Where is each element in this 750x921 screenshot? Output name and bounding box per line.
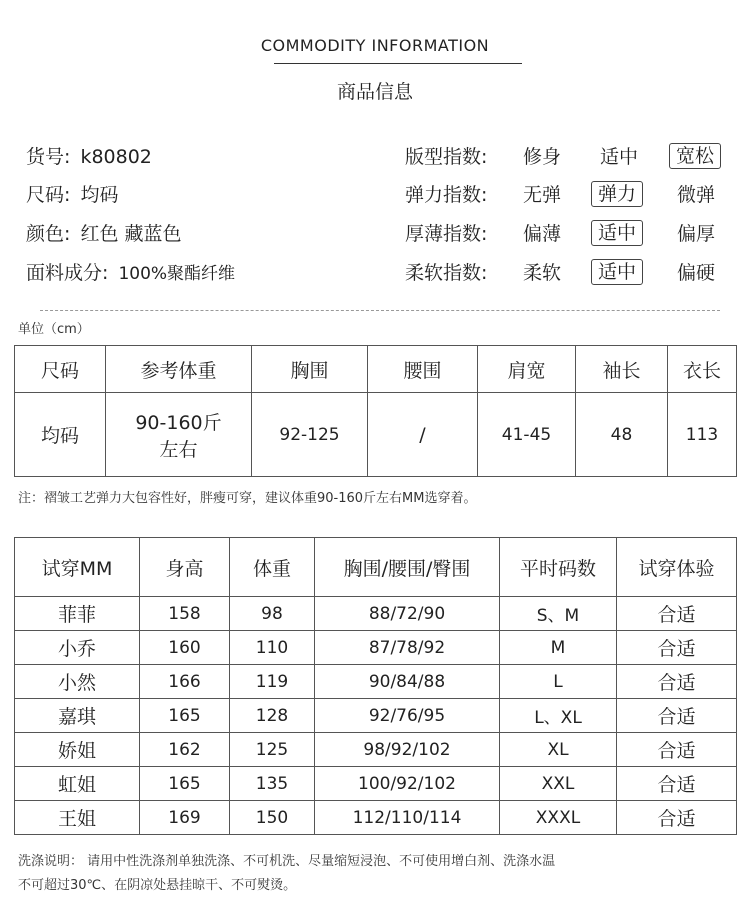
size-note: 注：褶皱工艺弹力大包容性好，胖瘦可穿，建议体重90-160斤左右MM选穿着。	[18, 491, 477, 506]
model-name-cell: 虹姐	[15, 767, 140, 801]
color-spec-value: 红色 藏蓝色	[80, 223, 182, 245]
fabric-spec	[26, 260, 235, 287]
size-table-header	[15, 346, 737, 393]
fit-option-regular: 适中	[600, 146, 639, 168]
model-table-row	[15, 801, 737, 835]
elastic-index-label: 弹力指数:	[405, 184, 488, 206]
model-table-row	[15, 699, 737, 733]
color-spec	[26, 221, 182, 247]
size-header-cell: 肩宽	[478, 346, 576, 393]
model-weight-cell: 128	[230, 699, 315, 733]
model-header-cell: 身高	[140, 538, 230, 597]
model-height-cell: 169	[140, 801, 230, 835]
model-fit-cell: 合适	[617, 767, 737, 801]
sleeve-cell: 48	[576, 393, 668, 477]
model-table-row	[15, 597, 737, 631]
dashed-divider	[40, 310, 720, 311]
wash-line-2: 不可超过30℃、在阴凉处悬挂晾干、不可熨烫。	[18, 878, 297, 893]
model-name-cell: 王姐	[15, 801, 140, 835]
wash-instructions	[18, 850, 738, 898]
model-size-cell: L	[500, 665, 617, 699]
softness-option-hard: 偏硬	[677, 262, 716, 284]
size-header-cell: 袖长	[576, 346, 668, 393]
size-header-cell: 尺码	[15, 346, 106, 393]
size-header-cell: 腰围	[368, 346, 478, 393]
color-spec-label: 颜色:	[26, 223, 71, 245]
model-name-cell: 小乔	[15, 631, 140, 665]
model-header-cell: 试穿MM	[15, 538, 140, 597]
model-header-cell: 胸围/腰围/臀围	[315, 538, 500, 597]
size-header-cell: 衣长	[668, 346, 737, 393]
size-header-cell: 胸围	[252, 346, 368, 393]
model-fit-cell: 合适	[617, 699, 737, 733]
model-height-cell: 160	[140, 631, 230, 665]
model-height-cell: 158	[140, 597, 230, 631]
model-fit-cell: 合适	[617, 733, 737, 767]
fit-option-loose: 宽松	[669, 143, 721, 169]
model-name-cell: 嘉琪	[15, 699, 140, 733]
thickness-index	[405, 221, 716, 247]
size-spec-value: 均码	[80, 184, 119, 206]
size-table-row	[15, 393, 737, 477]
model-weight-cell: 125	[230, 733, 315, 767]
model-measure-cell: 100/92/102	[315, 767, 500, 801]
model-measure-cell: 112/110/114	[315, 801, 500, 835]
model-fit-cell: 合适	[617, 801, 737, 835]
model-fit-cell: 合适	[617, 597, 737, 631]
item-number	[26, 144, 152, 170]
section-title-en: COMMODITY INFORMATION	[260, 36, 490, 55]
thickness-option-thin: 偏薄	[523, 223, 562, 245]
fabric-spec-label: 面料成分:	[26, 262, 109, 284]
elastic-option-slight: 微弹	[677, 184, 716, 206]
model-weight-cell: 98	[230, 597, 315, 631]
thickness-option-medium: 适中	[591, 220, 643, 246]
item-number-value: k80802	[80, 146, 152, 168]
model-weight-cell: 135	[230, 767, 315, 801]
model-height-cell: 165	[140, 699, 230, 733]
model-header-cell: 平时码数	[500, 538, 617, 597]
model-table-row	[15, 665, 737, 699]
model-header-cell: 体重	[230, 538, 315, 597]
elastic-index	[405, 182, 716, 208]
model-table	[14, 537, 737, 835]
model-measure-cell: 88/72/90	[315, 597, 500, 631]
wash-line-1: 洗涤说明： 请用中性洗涤剂单独洗涤、不可机洗、尽量缩短浸泡、不可使用增白剂、洗涤水温	[18, 854, 556, 869]
length-cell: 113	[668, 393, 737, 477]
fabric-spec-value: 100%聚酯纤维	[118, 264, 236, 284]
model-table-row	[15, 733, 737, 767]
model-height-cell: 162	[140, 733, 230, 767]
model-height-cell: 165	[140, 767, 230, 801]
model-measure-cell: 98/92/102	[315, 733, 500, 767]
model-measure-cell: 90/84/88	[315, 665, 500, 699]
model-table-header	[15, 538, 737, 597]
shoulder-cell: 41-45	[478, 393, 576, 477]
weight-cell	[106, 393, 252, 477]
size-spec	[26, 182, 118, 208]
title-divider	[274, 63, 522, 64]
thickness-option-thick: 偏厚	[677, 223, 716, 245]
weight-line-1: 90-160斤	[135, 411, 222, 434]
model-measure-cell: 87/78/92	[315, 631, 500, 665]
unit-note: 单位（cm）	[18, 322, 90, 337]
model-weight-cell: 119	[230, 665, 315, 699]
model-size-cell: M	[500, 631, 617, 665]
model-size-cell: XXL	[500, 767, 617, 801]
fit-index-label: 版型指数:	[405, 146, 488, 168]
model-size-cell: XXXL	[500, 801, 617, 835]
model-size-cell: XL	[500, 733, 617, 767]
model-weight-cell: 110	[230, 631, 315, 665]
thickness-index-label: 厚薄指数:	[405, 223, 488, 245]
softness-index-label: 柔软指数:	[405, 262, 488, 284]
model-fit-cell: 合适	[617, 631, 737, 665]
model-weight-cell: 150	[230, 801, 315, 835]
size-spec-label: 尺码:	[26, 184, 71, 206]
model-size-cell: L、XL	[500, 699, 617, 733]
weight-line-2: 左右	[159, 438, 198, 461]
chest-cell: 92-125	[252, 393, 368, 477]
model-name-cell: 菲菲	[15, 597, 140, 631]
fit-option-slim: 修身	[523, 146, 562, 168]
model-table-row	[15, 631, 737, 665]
waist-cell: /	[368, 393, 478, 477]
model-size-cell: S、M	[500, 597, 617, 631]
softness-index	[405, 260, 716, 286]
model-name-cell: 小然	[15, 665, 140, 699]
model-table-row	[15, 767, 737, 801]
size-header-cell: 参考体重	[106, 346, 252, 393]
model-name-cell: 娇姐	[15, 733, 140, 767]
model-fit-cell: 合适	[617, 665, 737, 699]
softness-option-medium: 适中	[591, 259, 643, 285]
model-header-cell: 试穿体验	[617, 538, 737, 597]
size-table	[14, 345, 737, 477]
item-number-label: 货号:	[26, 146, 71, 168]
model-measure-cell: 92/76/95	[315, 699, 500, 733]
softness-option-soft: 柔软	[523, 262, 562, 284]
fit-index	[405, 144, 715, 170]
size-cell: 均码	[15, 393, 106, 477]
model-height-cell: 166	[140, 665, 230, 699]
model-table-body	[15, 597, 737, 835]
elastic-option-elastic: 弹力	[591, 181, 643, 207]
elastic-option-none: 无弹	[523, 184, 562, 206]
section-title-cn: 商品信息	[336, 81, 413, 103]
